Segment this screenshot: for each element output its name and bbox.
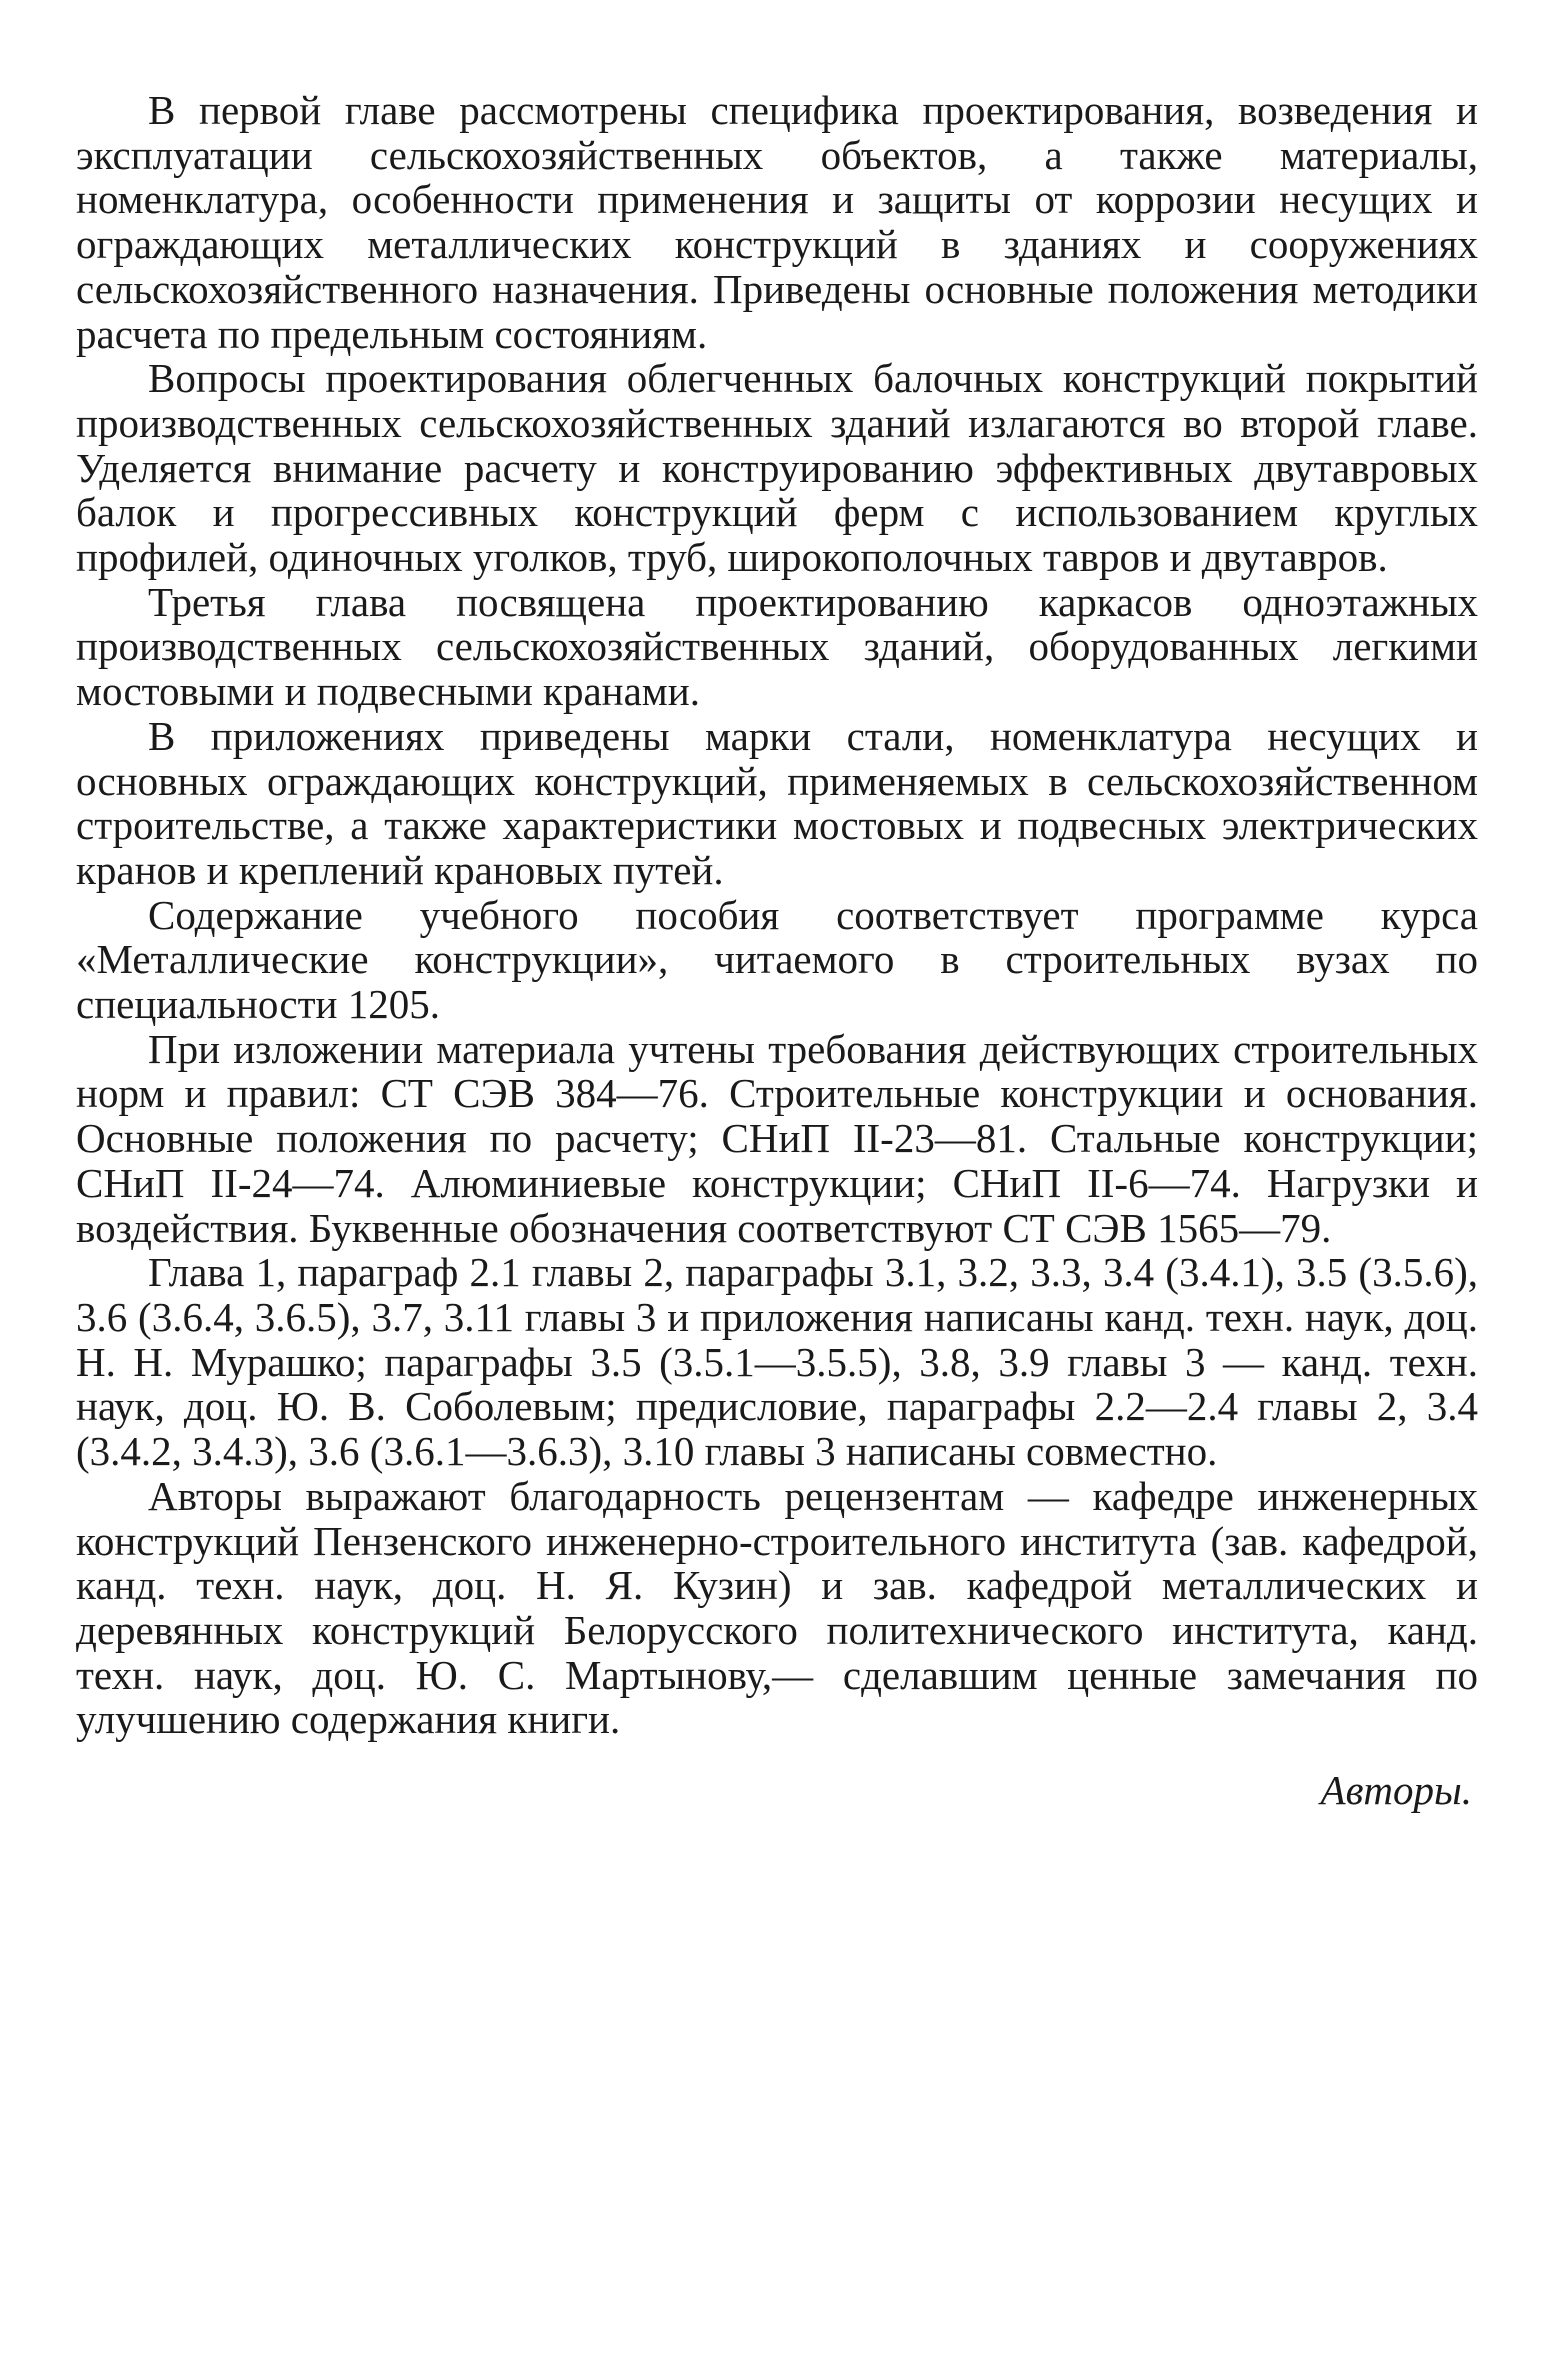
paragraph-course-program: Содержание учебного пособия соответствует программе курса «Металлические конструкции», читаемого в строительных вузах по специальности 1205. bbox=[76, 891, 1478, 1028]
document-page bbox=[76, 88, 1478, 1813]
paragraph-chapter-one: В первой главе рассмотрены специфика проектирования, возведения и эксплуатации сельскохозяйственных объектов, а также материалы, номенклатура, особенности применения и защиты от коррозии несущих и ограждающих металлических конструкций в зданиях и сооружениях сельскохозяйственного назначения. Приведены основные положения методики расчета по предельным состояниям. bbox=[76, 87, 1478, 357]
paragraph-chapter-three: Третья глава посвящена проектированию каркасов одноэтажных производственных сельскохозяйственных зданий, оборудованных легкими мостовыми и подвесными кранами. bbox=[76, 578, 1478, 715]
paragraph-building-norms: При изложении материала учтены требования действующих строительных норм и правил: СТ СЭВ 384—76. Строительные конструкции и основания. Основные положения по расчету; СНиП II-23—81. Стальные конструкции; СНиП II-24—74. Алюминиевые конструкции; СНиП II-6—74. Нагрузки и воздействия. Буквенные обозначения соответствуют СТ СЭВ 1565—79. bbox=[76, 1025, 1478, 1251]
authors-signature: Авторы. bbox=[1320, 1767, 1472, 1814]
paragraph-chapter-two: Вопросы проектирования облегченных балочных конструкций покрытий производственных сельскохозяйственных зданий излагаются во второй главе. Уделяется внимание расчету и конструированию эффективных двутавровых балок и прогрессивных конструкций ферм с использованием круглых профилей, одиночных уголков, труб, широкополочных тавров и двутавров. bbox=[76, 355, 1478, 581]
paragraph-authorship: Глава 1, параграф 2.1 главы 2, параграфы 3.1, 3.2, 3.3, 3.4 (3.4.1), 3.5 (3.5.6), 3.6 (3.6.4, 3.6.5), 3.7, 3.11 главы 3 и приложения написаны канд. техн. наук, доц. Н. Н. Мурашко; параграфы 3.5 (3.5.1—3.5.5), 3.8, 3.9 главы 3 — канд. техн. наук, доц. Ю. В. Соболевым; предисловие, параграфы 2.2—2.4 главы 2, 3.4 (3.4.2, 3.4.3), 3.6 (3.6.1—3.6.3), 3.10 главы 3 написаны совместно. bbox=[76, 1249, 1478, 1475]
paragraph-appendices: В приложениях приведены марки стали, номенклатура несущих и основных ограждающих конструкций, применяемых в сельскохозяйственном строительстве, а также характеристики мостовых и подвесных электрических кранов и креплений крановых путей. bbox=[76, 712, 1478, 893]
paragraph-acknowledgements: Авторы выражают благодарность рецензентам — кафедре инженерных конструкций Пензенского инженерно-строительного института (зав. кафедрой, канд. техн. наук, доц. Н. Я. Кузин) и зав. кафедрой металлических и деревянных конструкций Белорусского политехнического института, канд. техн. наук, доц. Ю. С. Мартынову,— сделавшим ценные замечания по улучшению содержания книги. bbox=[76, 1472, 1478, 1743]
